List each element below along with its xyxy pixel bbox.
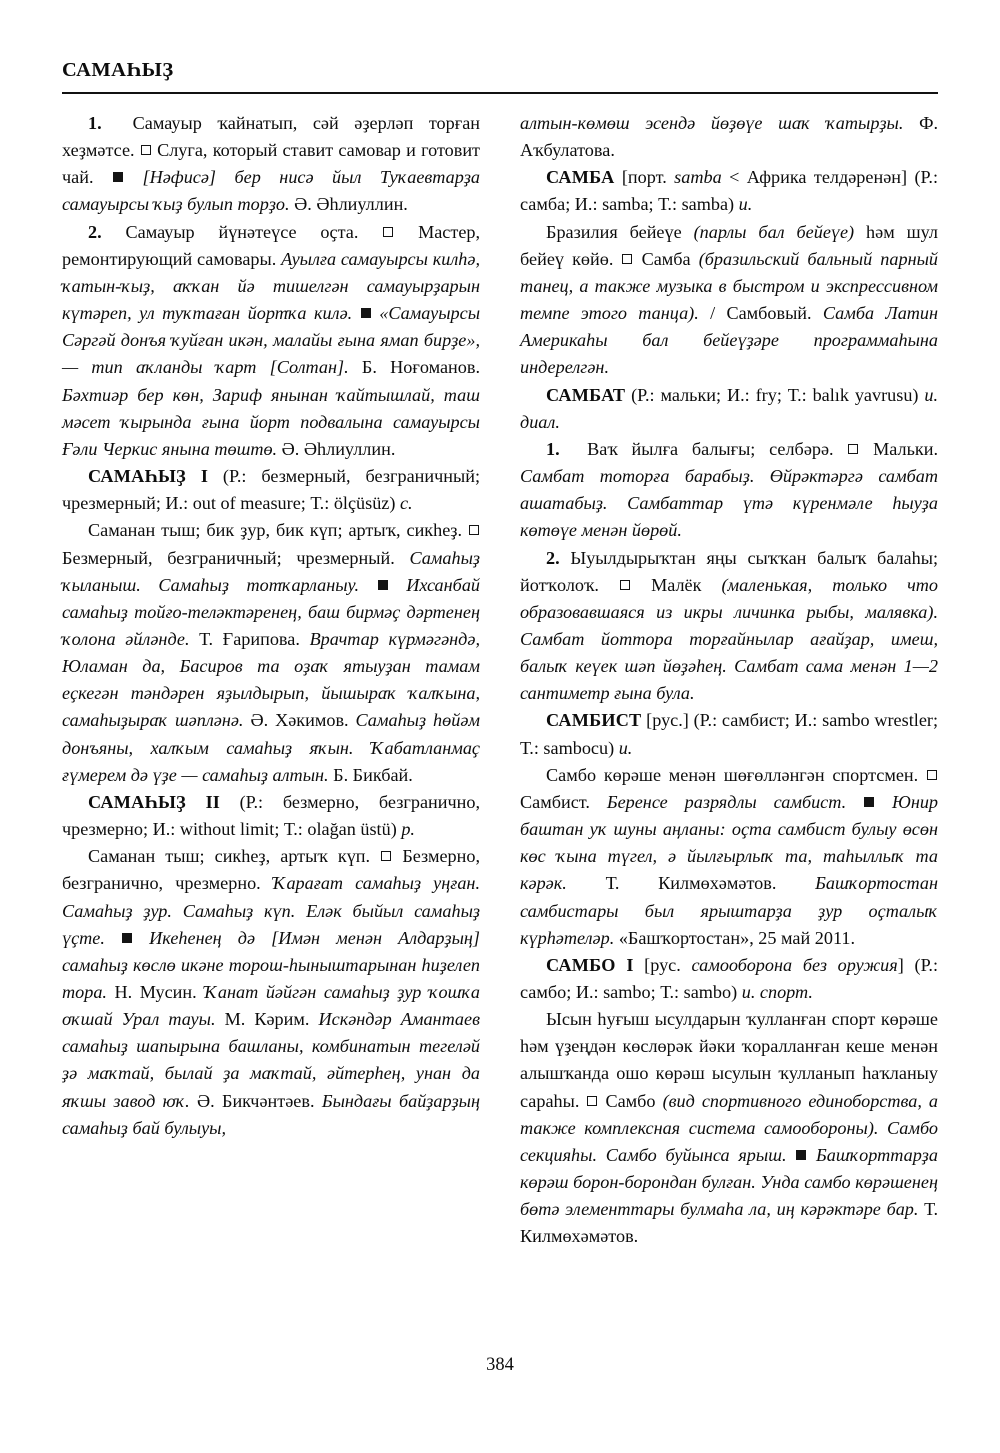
attribution: М. Кәрим.: [224, 1009, 310, 1030]
definition-bashkir: Самауыр йүнәтеүсе оҫта.: [125, 221, 359, 242]
definition-bashkir-parenthetical: (парлы бал бейеүе): [693, 221, 855, 242]
column-container: [62, 110, 938, 1325]
headword: САМБАТ: [546, 384, 626, 405]
definition-bashkir: Бразилия бейеүе: [546, 221, 682, 242]
gloss-parenthetical: (Р.: самба; И.: samba; Т.: samba): [520, 167, 938, 215]
definition-russian-parenthetical: (вид спортивного единоборства, а также комплексная система самообороны).: [520, 1090, 939, 1138]
example: Самбо секцияһы. Самбо буйынса ярыш.: [520, 1117, 938, 1165]
citation: Ҡанат йәйгән самаһыҙ ҙур ҡошҡа оҡшай Урал тауы.: [62, 982, 481, 1030]
filled-square-marker-icon: [796, 1150, 806, 1160]
homonym-numeral: II: [205, 791, 220, 812]
open-square-marker-icon: [622, 254, 632, 264]
definition-russian: Самбист.: [520, 791, 590, 812]
citation: Юнир баштан уҡ шуны аңланы: оҫта самбист булыу өсөн көс ҡына түгел, ә йылғырлыҡ та, таһыллыҡ та кәрәк.: [520, 791, 939, 894]
citation: Башҡортостан самбистары был ярыштарҙа ҙур оҫталыҡ күрһәтеләр.: [520, 873, 938, 948]
running-head-text: САМАҺЫҘ: [62, 59, 174, 81]
etymology: [рус.]: [646, 710, 689, 731]
example: Самбат тоторға барабыҙ. Өйрәктәргә самбат ашатабыҙ. Самбаттар үтә күренмәле һыуҙа көтөүе менән йөрөй.: [520, 466, 938, 541]
part-of-speech: р.: [401, 819, 415, 840]
sense-number: 1.: [88, 113, 102, 133]
citation: Ихсанбай самаһыҙ тойғо-теләктәренең, баш бирмәҫ дәртенең ҡолона әйләнде.: [62, 574, 481, 649]
right-column: [520, 110, 938, 1325]
example: Самаһыҙ ҡыланыш. Самаһыҙ тотҡарланыу.: [62, 547, 480, 595]
definition-russian-parenthetical: (бразильский бальный парный танец, а также музыка в быстром и экспрессивном темпе этого танца).: [520, 248, 939, 324]
entry-body: [62, 843, 480, 1142]
definition-russian: Безмерный, безграничный; чрезмерный.: [62, 547, 395, 568]
citation: Башҡорттарҙа көрәш борон-борондан булған. Унда самбо көрәшенең бөтә элементтары булмаһа ла, иң кәрәктәре бар.: [520, 1144, 938, 1220]
entry-head: [62, 463, 480, 517]
definition-bashkir: Саманан тыш; сикһеҙ, артыҡ күп.: [88, 846, 371, 867]
definition-bashkir: Самауыр ҡайнатып, сәй әҙерләп торған хеҙмәтсе.: [62, 113, 480, 161]
example: Ҡарағат самаһыҙ уңған. Самаһыҙ ҙур. Самаһыҙ күп. Еләк быйыл самаһыҙ үҫте.: [62, 873, 480, 948]
definition-bashkir: Ыуылдырыҡтан яңы сыҡҡан балыҡ балаһы; йотҡолоҡ.: [520, 547, 938, 595]
citation: Ауылға самауырсы килһә, ҡатын-ҡыҙ, аҡҡан йә тишелгән самауырҙарын күтәреп, ул туҡтаған йортҡа килә.: [62, 248, 480, 324]
open-square-marker-icon: [381, 851, 391, 861]
definition-russian: Мальки.: [873, 438, 939, 459]
definition-bashkir-tail: һәм шул бейеү көйө.: [520, 221, 939, 269]
part-of-speech: с.: [399, 493, 413, 514]
definition-bashkir: Саманан тыш; бик ҙур, бик күп; артыҡ, сикһеҙ.: [88, 520, 463, 541]
etymology-source-form: самооборона без оружия: [691, 954, 898, 975]
attribution: Т. Килмөхәмәтов.: [520, 1199, 939, 1247]
definition-russian-parenthetical: (маленькая, только что образовавшаяся из икры личинка рыбы, малявка).: [520, 574, 939, 622]
filled-square-marker-icon: [113, 172, 123, 182]
open-square-marker-icon: [587, 1096, 597, 1106]
part-of-speech: и. спорт.: [741, 982, 813, 1002]
gloss-parenthetical: (Р.: безмерно, безгранично, чрезмерно; И.: without limit; Т.: olağan üstü): [62, 791, 481, 840]
entry-body-continued: [520, 110, 938, 164]
attribution: Ә. Хәкимов.: [250, 710, 349, 731]
definition-russian: Самба: [641, 248, 691, 269]
attribution: Б. Ноғоманов.: [361, 357, 480, 378]
homonym-numeral: I: [200, 466, 208, 487]
sense-block: [62, 110, 480, 219]
source-attribution: «Башҡортостан», 25 май 2011.: [618, 927, 856, 948]
entry-head: [520, 382, 938, 436]
headword: САМАҺЫҘ: [88, 466, 186, 487]
attribution: Ф. Аҡбулатова.: [520, 113, 938, 161]
gloss-parenthetical: (Р.: мальки; И.: fry; Т.: balık yavrusu): [631, 384, 919, 405]
left-column: [62, 110, 480, 1325]
open-square-marker-icon: [927, 770, 937, 780]
definition-russian: Слуга, который ставит самовар и готовит чай.: [62, 140, 481, 188]
citation: [Нәфисә] бер нисә йыл Туҡаевтарҙа самауырсы ҡыҙ булып торҙо.: [62, 167, 481, 215]
definition-russian: Малёк: [651, 574, 702, 595]
definition-bashkir: Ваҡ йылға балығы; селбәрә.: [587, 438, 834, 459]
part-of-speech: и.: [618, 737, 633, 758]
citation: Бындағы байҙарҙың самаһыҙ бай булыуы,: [62, 1090, 481, 1138]
header-divider: [62, 92, 938, 94]
open-square-marker-icon: [620, 580, 630, 590]
example: Беренсе разрядлы самбист.: [606, 791, 847, 812]
sense-number: 2.: [546, 547, 560, 568]
entry-head: САМБА [порт. samba < Африка телдәренән] (Р.: самба; И.: samba; Т.: samba) и.: [520, 167, 938, 215]
attribution: Т. Ғарипова.: [199, 628, 300, 649]
sense-separator: /: [710, 303, 716, 324]
entry-body: [520, 762, 938, 952]
page-number: 384: [486, 1355, 514, 1375]
filled-square-marker-icon: [361, 308, 371, 318]
attribution: Ә. Әһлиуллин.: [281, 438, 396, 459]
gloss-parenthetical: (Р.: самбист; И.: sambo wrestler; Т.: sambocu): [520, 710, 939, 758]
headword: САМБО: [546, 954, 616, 975]
entry-body: [520, 219, 938, 382]
filled-square-marker-icon: [864, 797, 874, 807]
definition-russian-2: Самбовый.: [726, 303, 812, 324]
filled-square-marker-icon: [122, 933, 132, 943]
citation: Самаһыҙ һөйәм донъяны, халҡым самаһыҙ яҡын. Ҡабатланмаҫ ғүмерем дә үҙе — самаһыҙ алтын.: [62, 710, 480, 785]
example: Самба Латин Америкаһы бал бейеүҙәре программаһына индерелгән.: [520, 303, 939, 378]
part-of-speech: и.: [738, 194, 753, 215]
citation: Икеһенең дә [Имән менән Алдарҙың] самаһыҙ көслө икәне торош-һыныштарынан һиҙелеп тора.: [62, 927, 481, 1002]
headword: САМБИСТ: [546, 710, 642, 731]
homonym-numeral: I: [626, 954, 634, 975]
definition-russian: Самбо: [605, 1090, 656, 1111]
filled-square-marker-icon: [378, 580, 388, 590]
entry-body: [62, 517, 480, 789]
part-of-speech: и. диал.: [520, 384, 939, 432]
entry-head: САМБО I [рус. самооборона без оружия] (Р.: самбо; И.: sambo; Т.: sambo) и. спорт.: [520, 954, 939, 1002]
open-square-marker-icon: [383, 227, 393, 237]
definition-russian: Безмерно, безгранично, чрезмерно.: [62, 846, 481, 894]
attribution: Ә. Әһлиуллин.: [294, 194, 408, 215]
citation: Бәхтиәр бер көн, Зариф янынан ҡайтышлай, таш мәсет ҡырында ғына йорт подвалына самауырсы Ғәли Черкис янына төштө.: [62, 384, 480, 459]
example: Самбат йоттора торғайнылар ағайҙар, имеш, балыҡ кеүек шәп йөҙәһең. Самбат сама менән 1—2 сантиметр ғына була.: [520, 628, 938, 704]
open-square-marker-icon: [848, 444, 858, 454]
gloss-parenthetical: (Р.: самбо; И.: sambo; Т.: sambo): [520, 954, 939, 1002]
citation: Искәндәр Амантаев самаһыҙ шапырына башланы, комбинатын тегеләй ҙә маҡтай, былай ҙа маҡтай, әйтерһең, унан да яҡшы завод юҡ.: [62, 1009, 480, 1111]
attribution: Б. Бикбай.: [333, 764, 413, 785]
attribution: Н. Мусин.: [114, 982, 197, 1002]
attribution: Ә. Бикчәнтәев.: [196, 1090, 315, 1111]
headword: САМАҺЫҘ: [88, 791, 186, 812]
open-square-marker-icon: [141, 145, 151, 155]
sense-number: 1.: [546, 438, 560, 459]
gloss-parenthetical: (Р.: безмерный, безграничный; чрезмерный; И.: out of measure; Т.: ölçüsüz): [62, 466, 480, 514]
citation: «Самауырсы Сәргәй донъя ҡуйған икән, малайы ғына ямап бирҙе», —: [62, 303, 481, 378]
running-head: [62, 58, 938, 100]
definition-russian: Мастер, ремонтирующий самовары.: [62, 221, 481, 269]
entry-head: [62, 789, 480, 843]
sense-block: [520, 436, 938, 545]
definition-bashkir: Ысын һуғыш ысулдарын ҡулланған спорт көрәше һәм үҙеңдән көслөрәк йәки ҡоралланған кеше менән алышҡанда ошо көрәш ысулын ҡулланып һаҡланыу сараһы.: [520, 1009, 938, 1111]
definition-bashkir: Самбо көрәше менән шөғөлләнгән спортсмен.: [546, 764, 919, 785]
sense-block: [520, 545, 938, 708]
citation: алтын-көмөш эсендә йөҙөүе шаҡ ҡатырҙы.: [520, 113, 904, 133]
etymology-source-form: samba: [674, 167, 722, 188]
citation-tail: тип аҡланды ҡарт [Солтан].: [91, 357, 349, 378]
citation: Врачтар күрмәгәндә, Юламан да, Басиров та оҙаҡ ятыуҙан тамам еҫкегән тәндәрен яҙылдырып, йышыраҡ ҡалҡына, самаһыҙыраҡ шәпләнә.: [62, 628, 480, 731]
attribution: Т. Килмөхәмәтов.: [605, 873, 777, 894]
sense-block: [62, 219, 480, 463]
headword: САМБА: [546, 167, 615, 188]
entry-head: [520, 707, 938, 761]
entry-body: [520, 1006, 938, 1250]
sense-number: 2.: [88, 221, 102, 242]
open-square-marker-icon: [469, 525, 479, 535]
